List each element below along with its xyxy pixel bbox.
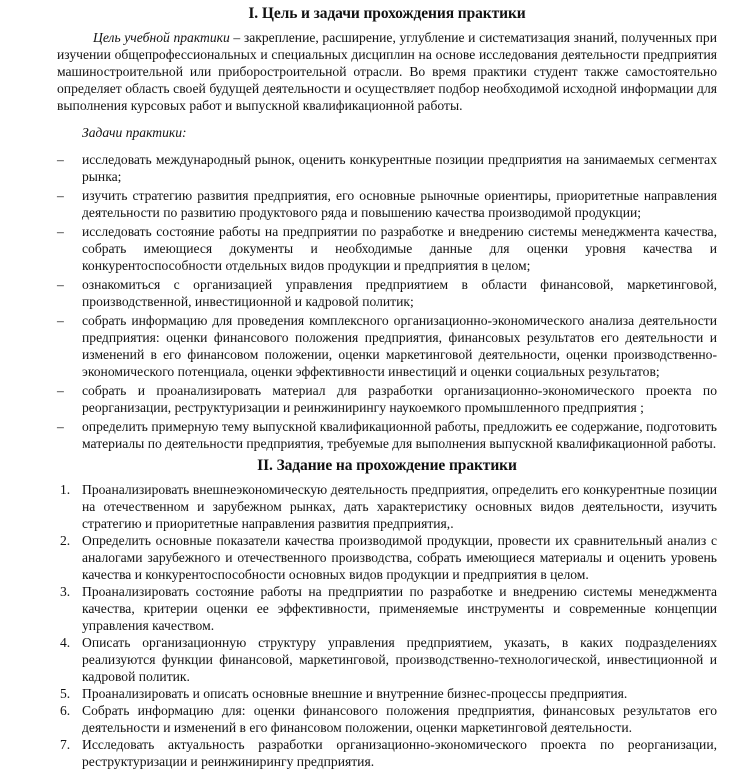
tasks-list: [57, 151, 717, 452]
task-item: [57, 187, 717, 221]
item-number: 2.: [60, 533, 71, 548]
task-text: исследовать международный рынок, оценить конкурентные позиции предприятия на занимаемых сегментах рынка;: [82, 152, 717, 184]
task-text: собрать информацию для проведения комплексного организационно-экономического анализа деятельности предприятия: оценки финансового положения предприятия, финансовых результатов его деятельности и изменений в его финансовом положении, оценки маркетинговой деятельности, оценки производственно-экономического потенциала, оценки эффективности инвестиций и оценки социальных результатов;: [82, 313, 717, 379]
dash-bullet-icon: –: [57, 383, 64, 398]
item-number: 3.: [60, 584, 71, 599]
dash-bullet-icon: –: [57, 419, 64, 434]
document-page: [57, 4, 717, 770]
tasks-label: Задачи практики:: [82, 125, 187, 140]
practice-goal-paragraph: [57, 29, 717, 114]
practice-goal-text: – закрепление, расширение, углубление и систематизация знаний, полученных при изучении общепрофессиональных и специальных дисциплин на основе исследования деятельности предприятия машиностроительной или приборостроительной отрасли. Во время практики студент также самостоятельно определяет область своей будущей деятельности и осуществляет подбор необходимой исходной информации для выполнения курсовых работ и выпускной квалификационной работы.: [57, 30, 718, 113]
assignment-item: [57, 481, 717, 532]
assignment-item: [57, 583, 717, 634]
task-item: [57, 151, 717, 185]
assignment-item: [57, 702, 717, 736]
dash-bullet-icon: –: [57, 152, 64, 167]
item-number: 7.: [60, 737, 71, 752]
assignment-text: Описать организационную структуру управления предприятием, указать, в каких подразделениях реализуются функции финансовой, маркетинговой, производственно-технологической, инвестиционной и кадровой политик.: [82, 635, 717, 684]
task-item: [57, 418, 717, 452]
item-number: 5.: [60, 686, 71, 701]
section-1-title: I. Цель и задачи прохождения практики: [248, 5, 526, 22]
task-text: собрать и проанализировать материал для разработки организационно-экономического проекта по реорганизации, реструктуризации и реинжинирингу наукоемкого промышленного предприятия ;: [82, 383, 717, 415]
assignments-list: [57, 481, 717, 770]
task-text: исследовать состояние работы на предприятии по разработке и внедрению системы менеджмента качества, собрать имеющиеся документы и необходимые данные для оценки уровня качества и конкурентоспособности отдельных видов продукции и предприятия в целом;: [82, 224, 717, 273]
item-number: 6.: [60, 703, 71, 718]
assignment-text: Собрать информацию для: оценки финансового положения предприятия, финансовых результатов его деятельности и изменений в его финансовом положении, оценки маркетинговой деятельности.: [82, 703, 717, 735]
task-item: [57, 382, 717, 416]
dash-bullet-icon: –: [57, 224, 64, 239]
assignment-item: [57, 685, 717, 702]
item-number: 4.: [60, 635, 71, 650]
task-text: ознакомиться с организацией управления предприятием в области финансовой, маркетинговой, производственной, инвестиционной и кадровой политик;: [82, 277, 717, 309]
assignment-item: [57, 736, 717, 770]
assignment-text: Проанализировать внешнеэкономическую деятельность предприятия, определить его конкурентные позиции на отечественном и зарубежном рынках, дать характеристику основных видов деятельности, изучить стратегию и приоритетные направления развития предприятия,.: [82, 482, 717, 531]
task-text: определить примерную тему выпускной квалификационной работы, предложить ее содержание, подготовить материалы по деятельности предприятия, требуемые для выполнения выпускной квалификационной работы.: [82, 419, 717, 451]
dash-bullet-icon: –: [57, 188, 64, 203]
task-item: [57, 276, 717, 310]
dash-bullet-icon: –: [57, 277, 64, 292]
assignment-item: [57, 532, 717, 583]
task-item: [57, 223, 717, 274]
assignment-item: [57, 634, 717, 685]
assignment-text: Проанализировать и описать основные внешние и внутренние бизнес-процессы предприятия.: [82, 686, 628, 701]
task-text: изучить стратегию развития предприятия, его основные рыночные ориентиры, приоритетные направления деятельности по развитию продуктового ряда и повышению качества производимой продукции;: [82, 188, 717, 220]
dash-bullet-icon: –: [57, 313, 64, 328]
item-number: 1.: [60, 482, 71, 497]
task-item: [57, 312, 717, 380]
section-2-title: II. Задание на прохождение практики: [257, 457, 517, 474]
assignment-text: Определить основные показатели качества производимой продукции, провести их сравнительный анализ с аналогами зарубежного и отечественного производства, собрать имеющиеся материалы и оценить уровень качества и конкурентоспособности основных видов продукции и предприятия в целом.: [82, 533, 717, 582]
assignment-text: Исследовать актуальность разработки организационно-экономического проекта по реорганизации, реструктуризации и реинжинирингу предприятия.: [82, 737, 717, 769]
assignment-text: Проанализировать состояние работы на предприятии по разработке и внедрению системы менеджмента качества, критерии оценки ее эффективности, применяемые инструменты и современные концепции управления качеством.: [82, 584, 717, 633]
practice-goal-label: Цель учебной практики: [93, 30, 230, 45]
